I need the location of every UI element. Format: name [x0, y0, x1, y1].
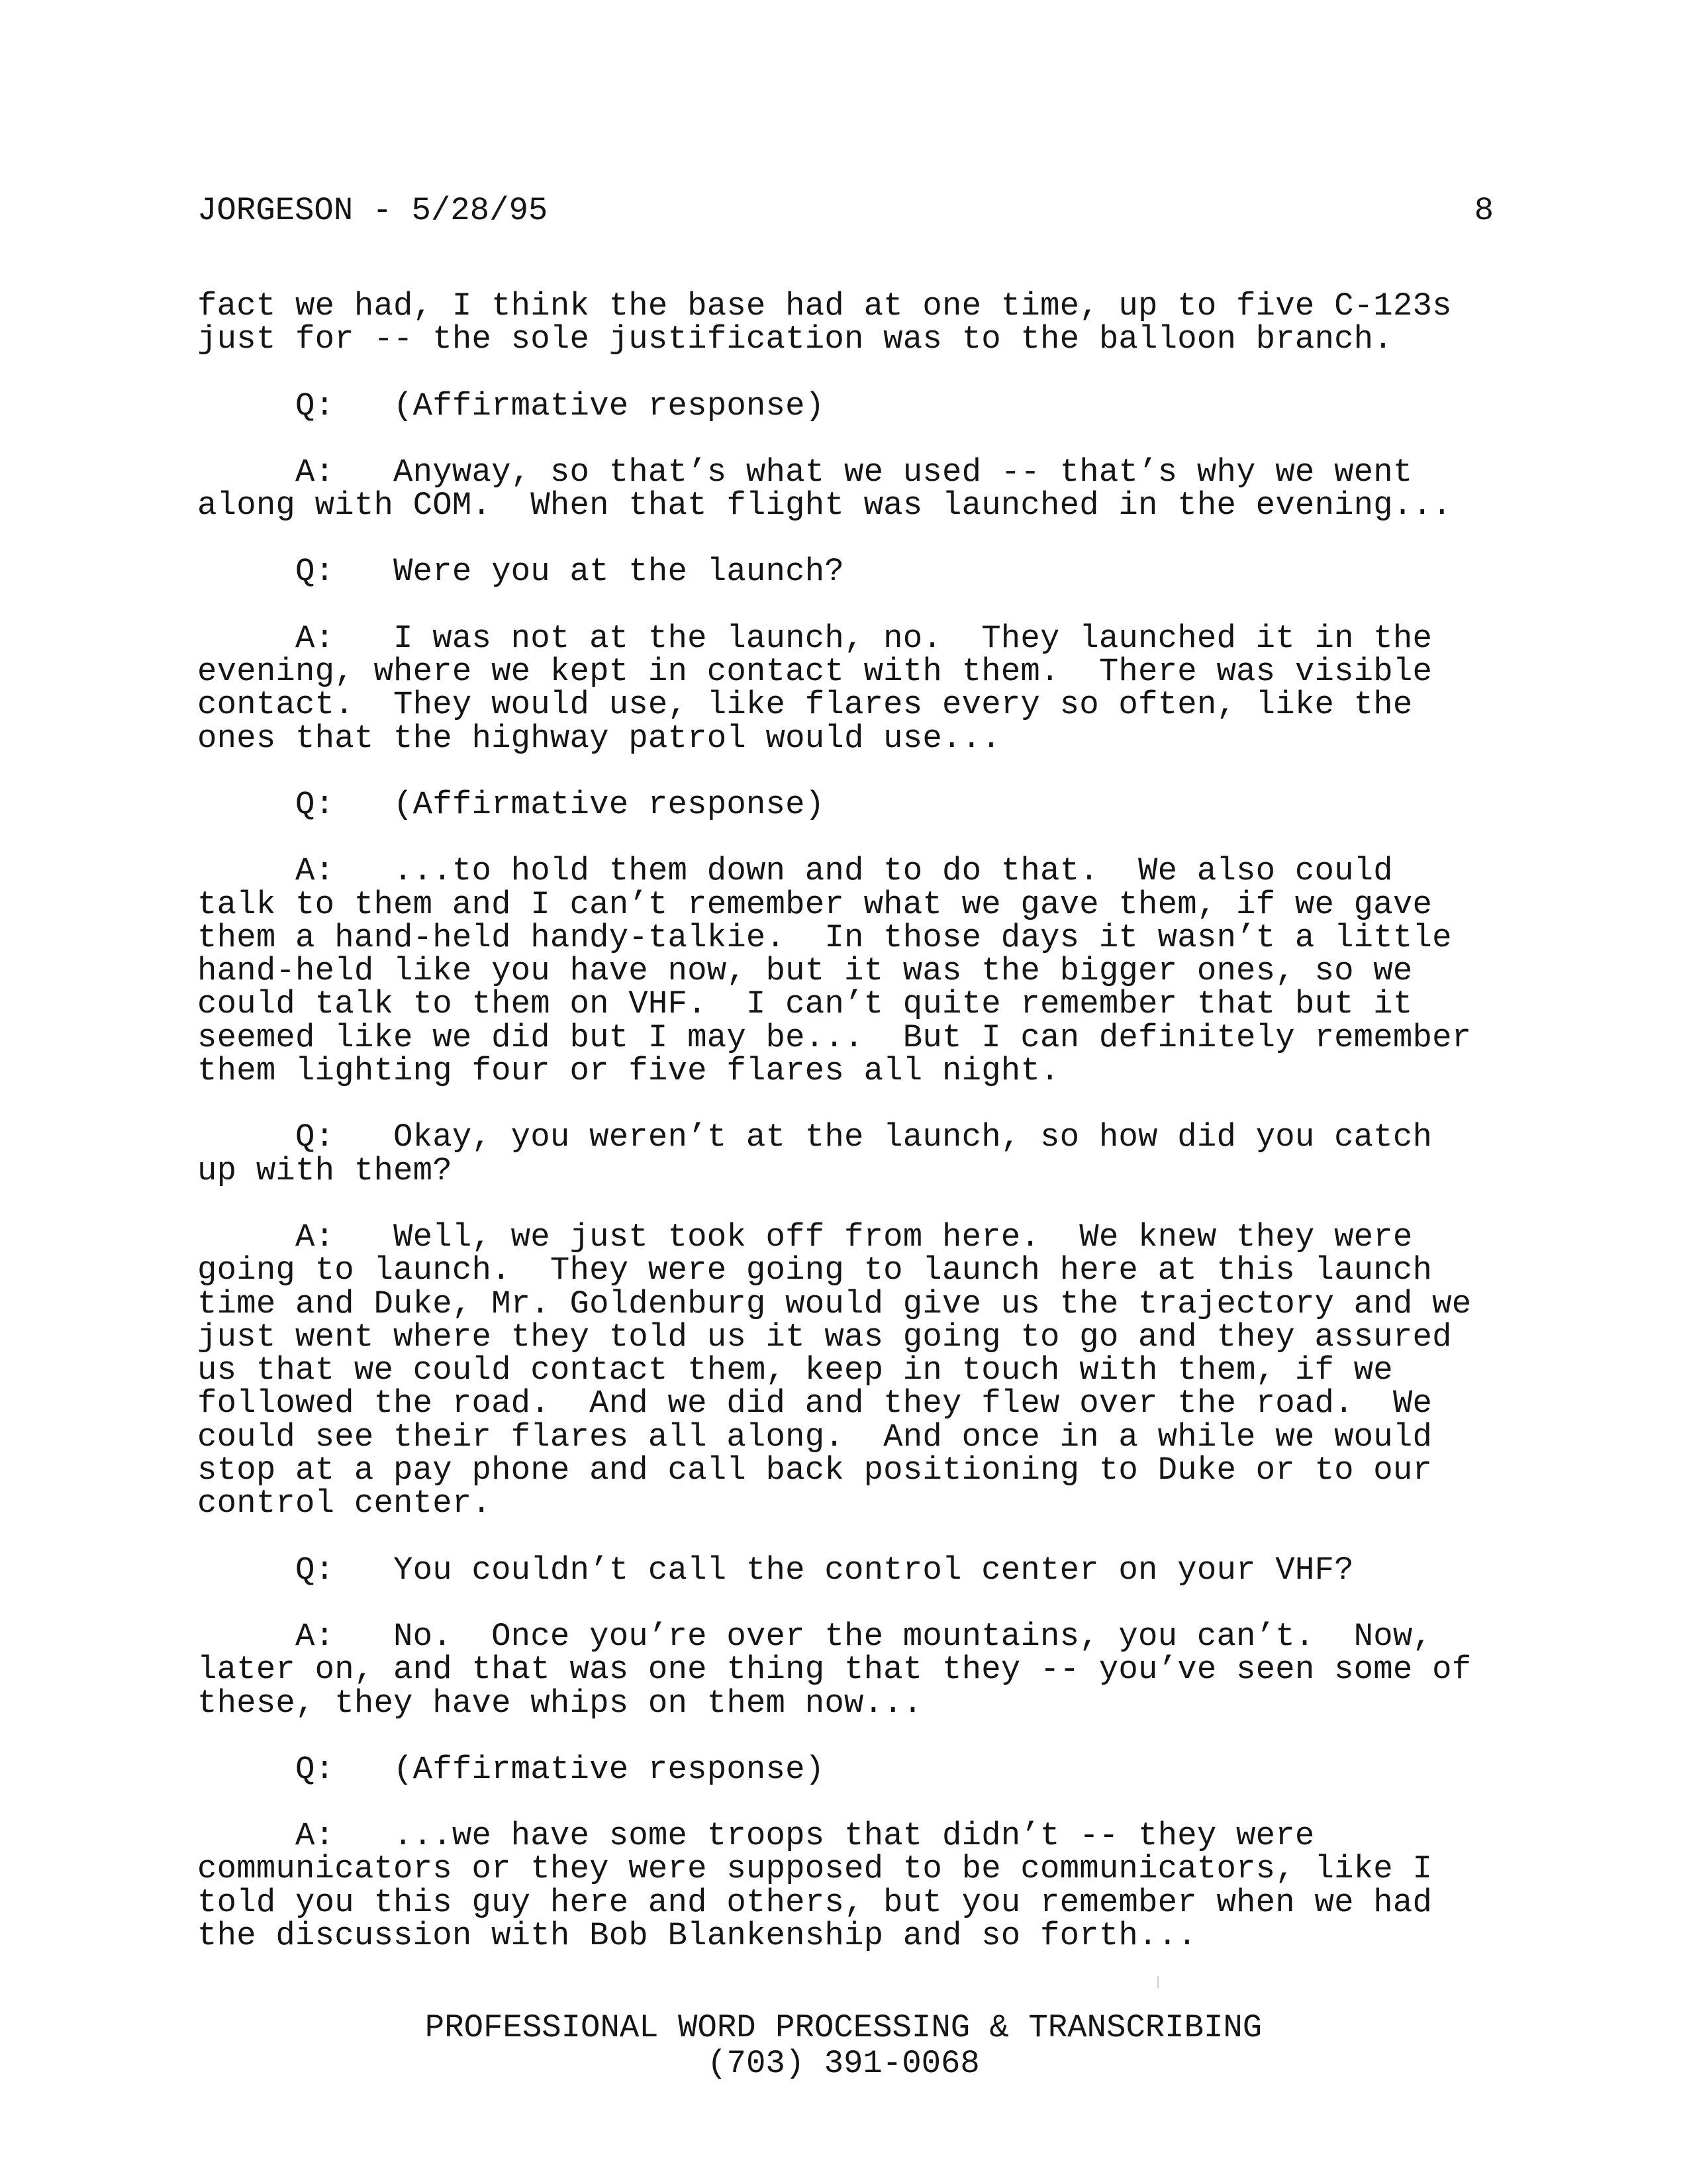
transcript-line: A: I was not at the launch, no. They launched it in the: [197, 619, 1433, 657]
transcript-line: Q: Were you at the launch?: [197, 553, 844, 591]
transcript-line: seemed like we did but I may be... But I can definitely remember: [197, 1018, 1472, 1056]
transcript-line: Q: (Affirmative response): [197, 785, 825, 823]
page-number: 8: [1474, 192, 1494, 229]
transcript-line: A: ...we have some troops that didn’t -- they were: [197, 1817, 1315, 1855]
answer-paragraph: [197, 1819, 1495, 1952]
transcript-line: the discussion with Bob Blankenship and so forth...: [197, 1916, 1197, 1954]
transcript-line: Q: (Affirmative response): [197, 1750, 825, 1788]
transcript-line: A: Anyway, so that’s what we used -- that’s why we went: [197, 453, 1413, 491]
transcript-line: told you this guy here and others, but you remember when we had: [197, 1883, 1433, 1921]
footer-phone: (703) 391-0068: [707, 2045, 980, 2082]
transcript-line: along with COM. When that flight was launched in the evening...: [197, 487, 1452, 524]
transcript-line: could see their flares all along. And once in a while we would: [197, 1418, 1433, 1456]
page-header: [197, 192, 1494, 229]
transcript-line: Q: (Affirmative response): [197, 387, 825, 424]
transcript-line: contact. They would use, like flares every so often, like the: [197, 686, 1413, 724]
transcript-line: could talk to them on VHF. I can’t quite remember that but it: [197, 985, 1413, 1023]
answer-paragraph: [197, 1220, 1495, 1520]
transcript-line: later on, and that was one thing that they -- you’ve seen some of: [197, 1651, 1472, 1689]
question-paragraph: [197, 785, 1495, 823]
transcript-line: fact we had, I think the base had at one time, up to five C-123s: [197, 287, 1452, 324]
transcript-line: talk to them and I can’t remember what we gave them, if we gave: [197, 885, 1433, 923]
transcript-line: these, they have whips on them now...: [197, 1684, 923, 1722]
question-paragraph: [197, 553, 1495, 591]
transcript-line: ones that the highway patrol would use...: [197, 719, 1001, 757]
question-paragraph: [197, 1551, 1495, 1589]
transcript-line: followed the road. And we did and they flew over the road. We: [197, 1385, 1433, 1422]
question-paragraph: [197, 1120, 1495, 1187]
transcript-line: up with them?: [197, 1152, 452, 1189]
page-footer: [0, 2010, 1687, 2081]
transcript-line: A: Well, we just took off from here. We knew they were: [197, 1218, 1413, 1256]
transcript-line: just for -- the sole justification was to the balloon branch.: [197, 321, 1393, 358]
answer-paragraph: [197, 852, 1495, 1090]
footer-company: PROFESSIONAL WORD PROCESSING & TRANSCRIBING: [424, 2009, 1263, 2046]
transcript-line: stop at a pay phone and call back positioning to Duke or to our: [197, 1452, 1433, 1489]
transcript-line: time and Duke, Mr. Goldenburg would give us the trajectory and we: [197, 1285, 1472, 1322]
transcript-line: A: ...to hold them down and to do that. We also could: [197, 852, 1393, 890]
narrative-paragraph: [197, 289, 1495, 356]
transcript-line: just went where they told us it was going to go and they assured: [197, 1318, 1452, 1356]
answer-paragraph: [197, 1617, 1495, 1722]
answer-paragraph: [197, 453, 1495, 524]
question-paragraph: [197, 1750, 1495, 1788]
question-paragraph: [197, 389, 1495, 422]
transcript-line: Q: Okay, you weren’t at the launch, so how did you catch: [197, 1118, 1433, 1156]
transcript-line: hand-held like you have now, but it was the bigger ones, so we: [197, 952, 1413, 990]
transcript-line: going to launch. They were going to launch here at this launch: [197, 1252, 1433, 1289]
transcript-line: them lighting four or five flares all night.: [197, 1052, 1060, 1090]
transcript-line: evening, where we kept in contact with them. There was visible: [197, 653, 1433, 691]
transcript-line: A: No. Once you’re over the mountains, you can’t. Now,: [197, 1617, 1433, 1655]
transcript-line: Q: You couldn’t call the control center on your VHF?: [197, 1551, 1354, 1589]
document-title: JORGESON - 5/28/95: [197, 192, 548, 229]
transcript-body: [197, 289, 1495, 1985]
transcript-line: control center.: [197, 1485, 492, 1522]
answer-paragraph: [197, 619, 1495, 757]
scan-mark: [1157, 1976, 1159, 1988]
transcript-line: them a hand-held handy-talkie. In those days it wasn’t a little: [197, 918, 1452, 956]
transcript-line: communicators or they were supposed to be communicators, like I: [197, 1850, 1433, 1888]
transcript-line: us that we could contact them, keep in touch with them, if we: [197, 1352, 1393, 1389]
